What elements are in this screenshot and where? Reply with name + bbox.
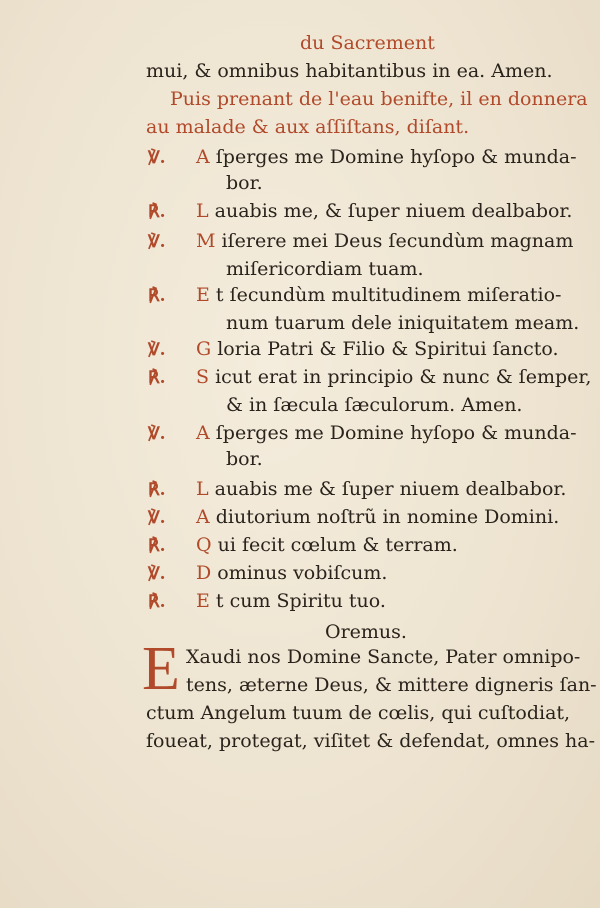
verse-text: auabis me & ſuper niuem dealbabor. [208, 478, 567, 500]
verse-line [196, 338, 559, 360]
response-marker: ℟. [148, 592, 166, 612]
verse-line [196, 478, 566, 500]
response-marker: ℟. [148, 286, 166, 306]
versicle-marker: ℣. [148, 564, 166, 584]
verse-initial: D [196, 562, 212, 584]
response-marker: ℟. [148, 536, 166, 556]
verse-initial: E [196, 590, 210, 612]
verse-line [196, 146, 577, 168]
verse-continuation: miſericordiam tuam. [226, 258, 424, 280]
oremus-heading: Oremus. [325, 621, 407, 643]
verse-line [196, 506, 559, 528]
versicle-marker: ℣. [148, 508, 166, 528]
verse-text: ominus vobiſcum. [211, 562, 388, 584]
verse-continuation: & in ſæcula ſæculorum. Amen. [226, 394, 523, 416]
verse-initial: E [196, 284, 210, 306]
verse-text: loria Patri & Filio & Spiritui ſancto. [211, 338, 559, 360]
verse-line [196, 230, 573, 252]
text-line-top: mui, & omnibus habitantibus in ea. Amen. [146, 60, 553, 82]
verse-text: t ſecundùm multitudinem miſeratio- [209, 284, 562, 306]
verse-initial: L [196, 478, 209, 500]
verse-text: ui fecit cœlum & terram. [211, 534, 458, 556]
response-marker: ℟. [148, 480, 166, 500]
verse-continuation: num tuarum dele iniquitatem meam. [226, 312, 580, 334]
verse-line [196, 200, 572, 222]
versicle-marker: ℣. [148, 148, 166, 168]
verse-initial: M [196, 230, 216, 252]
verse-initial: A [196, 506, 210, 528]
rubric-line-1: Puis prenant de l'eau benifte, il en donnera [170, 88, 588, 110]
verse-line [196, 562, 387, 584]
rubric-line-2: au malade & aux aſſiſtans, diſant. [146, 116, 470, 138]
prayer-line-3: ctum Angelum tuum de cœlis, qui cuſtodiat, [146, 702, 571, 724]
verse-continuation: bor. [226, 172, 263, 194]
verse-text: ſperges me Domine hyſopo & munda- [209, 422, 577, 444]
verse-text: icut erat in principio & nunc & ſemper, [209, 366, 592, 388]
verse-continuation: bor. [226, 448, 263, 470]
decorated-initial: E [142, 635, 180, 703]
verse-initial: S [196, 366, 210, 388]
verse-line [196, 590, 386, 612]
verse-initial: A [196, 422, 210, 444]
verse-text: iſerere mei Deus ſecundùm magnam [215, 230, 574, 252]
verse-text: t cum Spiritu tuo. [209, 590, 386, 612]
versicle-marker: ℣. [148, 232, 166, 252]
verse-text: auabis me, & ſuper niuem dealbabor. [208, 200, 573, 222]
verse-line [196, 366, 591, 388]
response-marker: ℟. [148, 202, 166, 222]
versicle-marker: ℣. [148, 424, 166, 444]
verse-initial: Q [196, 534, 212, 556]
prayer-line-1: Xaudi nos Domine Sancte, Pater omnipo- [186, 646, 581, 668]
verse-line [196, 534, 458, 556]
verse-text: diutorium noſtrũ in nomine Domini. [209, 506, 560, 528]
verse-initial: L [196, 200, 209, 222]
verse-text: ſperges me Domine hyſopo & munda- [209, 146, 577, 168]
prayer-line-2: tens, æterne Deus, & mittere digneris ſan- [186, 674, 597, 696]
verse-line [196, 284, 561, 306]
versicle-marker: ℣. [148, 340, 166, 360]
verse-line [196, 422, 577, 444]
running-header: du Sacrement [300, 32, 435, 54]
prayer-line-4: foueat, protegat, viſitet & defendat, omnes ha- [146, 730, 596, 752]
verse-initial: G [196, 338, 212, 360]
response-marker: ℟. [148, 368, 166, 388]
verse-initial: A [196, 146, 210, 168]
